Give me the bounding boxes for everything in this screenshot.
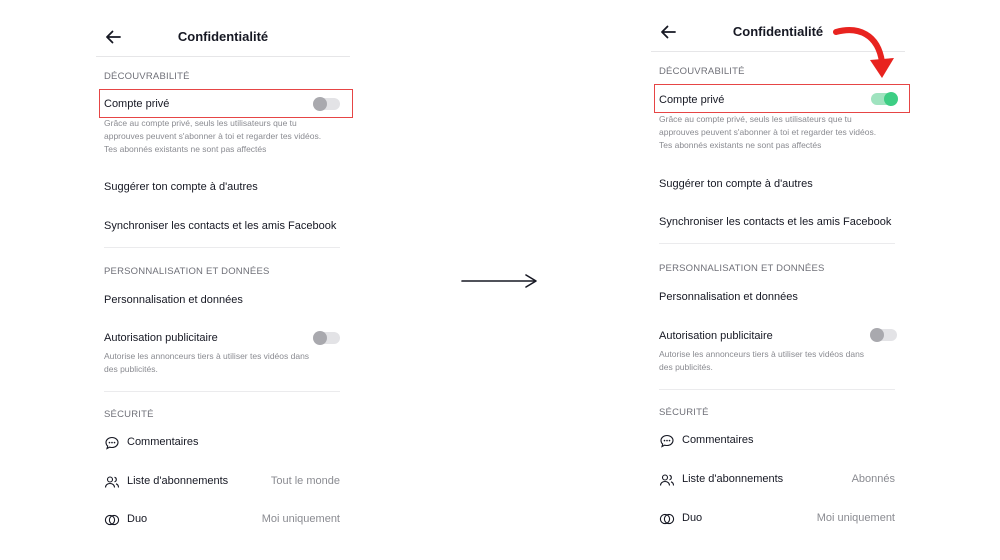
comment-bubble-icon <box>104 435 120 451</box>
duo-icon <box>104 512 120 528</box>
duo-item[interactable] <box>659 510 899 528</box>
private-account-toggle[interactable] <box>314 98 340 110</box>
suggest-account-item[interactable]: Suggérer ton compte à d'autres <box>659 178 813 190</box>
page-title: Confidentialité <box>177 29 269 44</box>
ad-authorization-toggle[interactable] <box>871 329 897 341</box>
section-personalization: PERSONNALISATION ET DONNÉES <box>659 263 825 274</box>
people-icon <box>104 474 120 490</box>
settings-screen-before <box>96 0 350 560</box>
duo-value: Moi uniquement <box>261 513 340 525</box>
section-security: SÉCURITÉ <box>104 409 154 420</box>
sync-contacts-item[interactable]: Synchroniser les contacts et les amis Facebook <box>104 220 337 232</box>
toggle-knob <box>870 328 884 342</box>
desc-line: Grâce au compte privé, seuls les utilisateurs que tu <box>104 118 297 128</box>
people-icon <box>659 472 675 488</box>
ad-authorization-label: Autorisation publicitaire <box>659 330 773 342</box>
comments-item[interactable] <box>659 432 899 450</box>
following-list-item[interactable] <box>659 471 899 489</box>
comments-label: Commentaires <box>127 436 199 448</box>
suggest-account-item[interactable]: Suggérer ton compte à d'autres <box>104 181 258 193</box>
desc-line: Autorise les annonceurs tiers à utiliser tes vidéos dans <box>104 351 310 361</box>
comments-label: Commentaires <box>682 434 754 446</box>
desc-line: approuves peuvent s'abonner à toi et regarder tes vidéos. <box>659 127 877 137</box>
toggle-knob <box>313 331 327 345</box>
section-divider <box>659 243 895 244</box>
duo-value: Moi uniquement <box>816 512 895 524</box>
desc-line: Autorise les annonceurs tiers à utiliser tes vidéos dans <box>659 349 865 359</box>
following-list-item[interactable] <box>104 473 344 491</box>
desc-line: des publicités. <box>104 364 158 374</box>
private-account-description <box>104 117 344 156</box>
duo-icon <box>659 511 675 527</box>
comments-item[interactable] <box>104 434 344 452</box>
section-security: SÉCURITÉ <box>659 407 709 418</box>
toggle-knob <box>884 92 898 106</box>
section-divider <box>104 247 340 248</box>
desc-line: approuves peuvent s'abonner à toi et regarder tes vidéos. <box>104 131 322 141</box>
settings-screen-after <box>651 0 905 560</box>
section-discoverability: DÉCOUVRABILITÉ <box>104 71 190 82</box>
private-account-label: Compte privé <box>659 94 725 106</box>
desc-line: Tes abonnés existants ne sont pas affectés <box>659 140 822 150</box>
following-list-value: Tout le monde <box>270 475 340 487</box>
following-list-label: Liste d'abonnements <box>682 473 784 485</box>
comment-bubble-icon <box>659 433 675 449</box>
following-list-value: Abonnés <box>851 473 895 485</box>
transition-arrow-icon <box>460 272 540 292</box>
section-divider <box>659 389 895 390</box>
personalization-item[interactable]: Personnalisation et données <box>104 294 243 306</box>
page-title: Confidentialité <box>732 24 824 39</box>
ad-authorization-label: Autorisation publicitaire <box>104 332 218 344</box>
private-account-description <box>659 113 899 152</box>
desc-line: Grâce au compte privé, seuls les utilisateurs que tu <box>659 114 852 124</box>
ad-authorization-description <box>659 348 899 374</box>
red-curved-arrow-icon <box>832 26 896 82</box>
duo-label: Duo <box>127 513 148 525</box>
ad-authorization-description <box>104 350 344 376</box>
private-account-toggle[interactable] <box>871 93 897 105</box>
section-discoverability: DÉCOUVRABILITÉ <box>659 66 745 77</box>
header-divider <box>96 56 350 57</box>
header <box>96 17 350 57</box>
duo-item[interactable] <box>104 511 344 529</box>
sync-contacts-item[interactable]: Synchroniser les contacts et les amis Facebook <box>659 216 892 228</box>
ad-authorization-toggle[interactable] <box>314 332 340 344</box>
section-divider <box>104 391 340 392</box>
personalization-item[interactable]: Personnalisation et données <box>659 291 798 303</box>
desc-line: des publicités. <box>659 362 713 372</box>
section-personalization: PERSONNALISATION ET DONNÉES <box>104 266 270 277</box>
toggle-knob <box>313 97 327 111</box>
duo-label: Duo <box>682 512 703 524</box>
desc-line: Tes abonnés existants ne sont pas affectés <box>104 144 267 154</box>
private-account-label: Compte privé <box>104 98 170 110</box>
following-list-label: Liste d'abonnements <box>127 475 229 487</box>
